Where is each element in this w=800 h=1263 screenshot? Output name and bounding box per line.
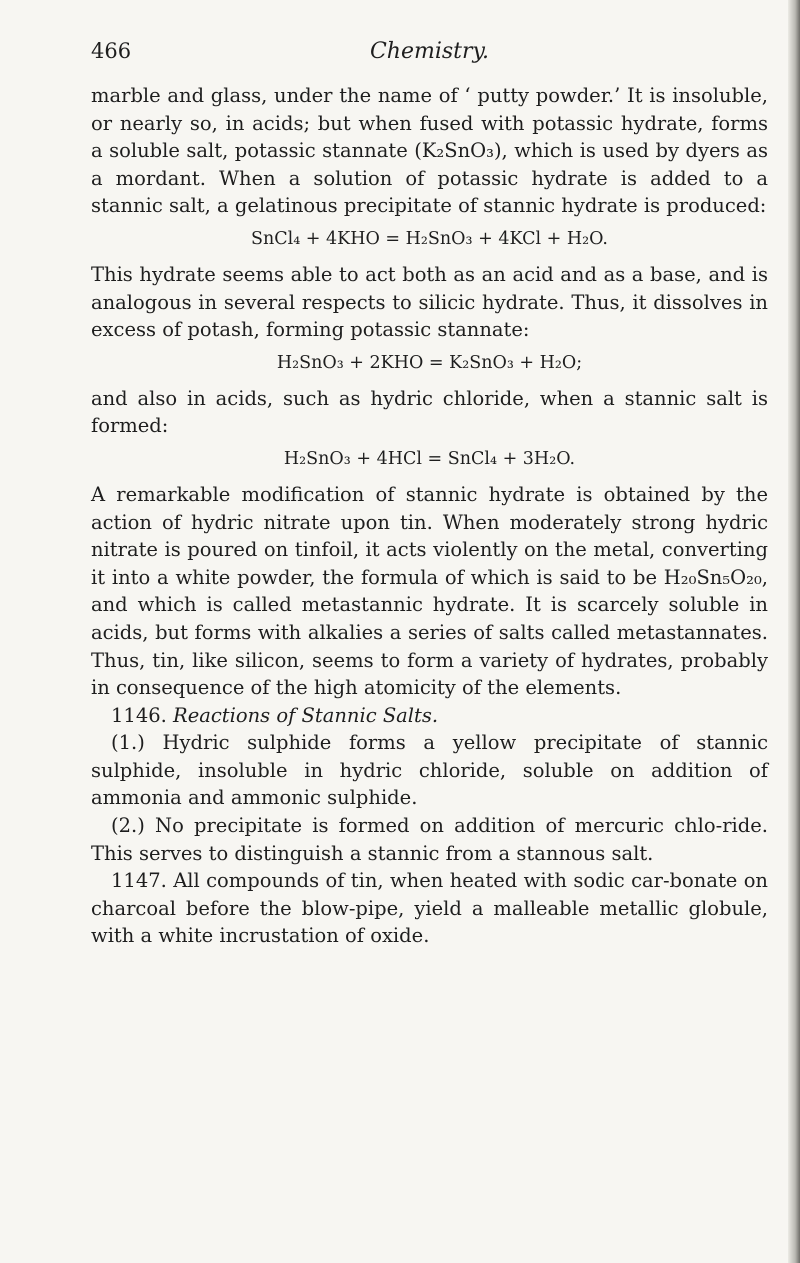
page-number: 466 bbox=[91, 39, 132, 63]
text-column bbox=[91, 38, 768, 950]
equation-stannic-chloride bbox=[91, 226, 768, 253]
paragraph-metastannic-hydrate: A remarkable modification of stannic hydrate is obtained by the action of hydric nitrate upon tin. When moderately strong hydric nitrate is poured on tinfoil, it acts violently on the metal, converting it into a white powder, the formula of which is said to be H₂₀Sn₅O₂₀, and which is called metastannic hydrate. It is scarcely soluble in acids, but forms with alkalies a series of salts called metastannates. Thus, tin, like silicon, seems to form a variety of hydrates, probably in consequence of the high atomicity of the elements. bbox=[91, 482, 768, 700]
page-edge-shadow bbox=[788, 0, 800, 1263]
list-item-hydric-sulphide: (1.) Hydric sulphide forms a yellow precipitate of stannic sulphide, insoluble in hydric chloride, soluble on addition of ammonia and ammonic sulphide. bbox=[91, 731, 768, 810]
section-number: 1146. bbox=[111, 703, 167, 727]
equation-potassic-stannate bbox=[91, 350, 768, 377]
equation-hydric-chloride bbox=[91, 446, 768, 473]
running-title: Chemistry. bbox=[369, 39, 490, 64]
equation-text: H₂SnO₃ + 2KHO = K₂SnO₃ + H₂O; bbox=[276, 352, 583, 373]
section-heading-1146 bbox=[91, 702, 768, 730]
running-head bbox=[91, 38, 768, 72]
section-title: Reactions of Stannic Salts. bbox=[173, 703, 439, 727]
paragraph-hydrate-acid-base: This hydrate seems able to act both as an acid and as a base, and is analogous in several respects to silicic hydrate. Thus, it dissolves in excess of potash, forming potassic stannate: bbox=[91, 262, 768, 342]
equation-text: H₂SnO₃ + 4HCl = SnCl₄ + 3H₂O. bbox=[283, 448, 576, 469]
paragraph-acids: and also in acids, such as hydric chloride, when a stannic salt is formed: bbox=[91, 386, 768, 438]
equation-text: SnCl₄ + 4KHO = H₂SnO₃ + 4KCl + H₂O. bbox=[250, 228, 608, 249]
paragraph-1147: 1147. All compounds of tin, when heated with sodic car-bonate on charcoal before the blow-pipe, yield a malleable metallic globule, with a white incrustation of oxide. bbox=[91, 869, 768, 948]
paragraph-putty-powder: marble and glass, under the name of ‘ putty powder.’ It is insoluble, or nearly so, in acids; but when fused with potassic hydrate, forms a soluble salt, potassic stannate (K₂SnO₃), which is used by dyers as a mordant. When a solution of potassic hydrate is added to a stannic salt, a gelatinous precipitate of stannic hydrate is produced: bbox=[91, 84, 768, 218]
list-item-mercuric-chloride: (2.) No precipitate is formed on addition of mercuric chlo-ride. This serves to distinguish a stannic from a stannous salt. bbox=[91, 814, 768, 865]
